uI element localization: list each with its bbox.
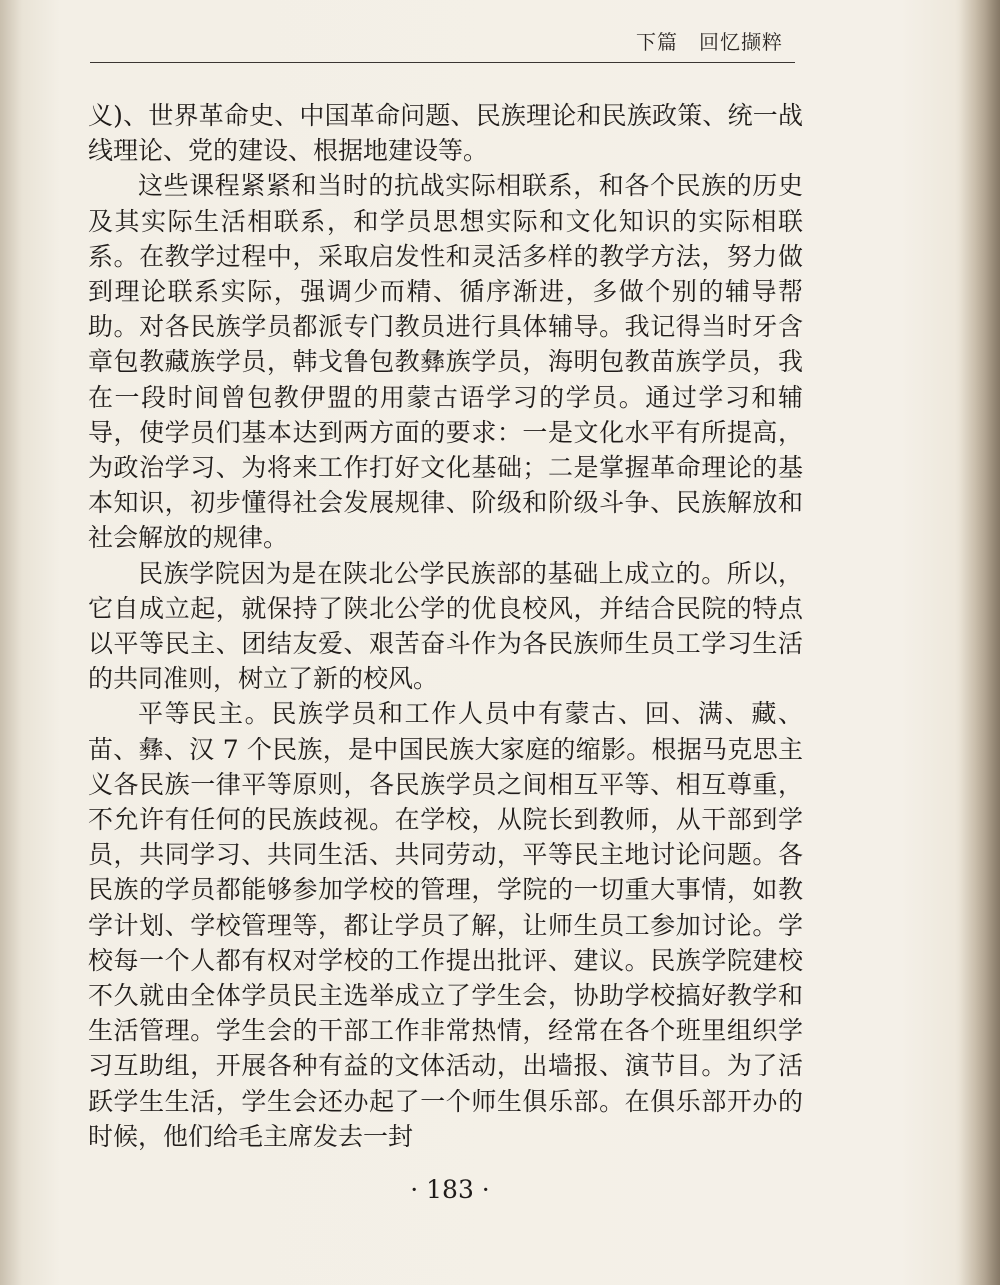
paragraph-2: 这些课程紧紧和当时的抗战实际相联系，和各个民族的历史及其实际生活相联系，和学员思想实际和文化知识的实际相联系。在教学过程中，采取启发性和灵活多样的教学方法，努力做到理论联系实际，强调少而精、循序渐进，多做个别的辅导帮助。对各民族学员都派专门教员进行具体辅导。我记得当时牙含章包教藏族学员，韩戈鲁包教彝族学员，海明包教苗族学员，我在一段时间曾包教伊盟的用蒙古语学习的学员。通过学习和辅导，使学员们基本达到两方面的要求：一是文化水平有所提高，为政治学习、为将来工作打好文化基础；二是掌握革命理论的基本知识，初步懂得社会发展规律、阶级和阶级斗争、民族解放和社会解放的规律。 bbox=[88, 171, 803, 553]
paragraph-3: 民族学院因为是在陕北公学民族部的基础上成立的。所以，它自成立起，就保持了陕北公学的优良校风，并结合民院的特点以平等民主、团结友爱、艰苦奋斗作为各民族师生员工学习生活的共同准则，树立了新的校风。 bbox=[88, 558, 803, 694]
page-edge-shadow bbox=[960, 0, 1000, 1285]
page-header bbox=[90, 18, 795, 64]
page-number: · 183 · bbox=[410, 1175, 490, 1204]
paragraph-4: 平等民主。民族学员和工作人员中有蒙古、回、满、藏、苗、彝、汉 7 个民族，是中国民族大家庭的缩影。根据马克思主义各民族一律平等原则，各民族学员之间相互平等、相互尊重，不允许有任何的民族歧视。在学校，从院长到教师，从干部到学员，共同学习、共同生活、共同劳动，平等民主地讨论问题。各民族的学员都能够参加学校的管理，学院的一切重大事情，如教学计划、学校管理等，都让学员了解，让师生员工参加讨论。学校每一个人都有权对学校的工作提出批评、建议。民族学院建校不久就由全体学员民主选举成立了学生会，协助学校搞好教学和生活管理。学生会的干部工作非常热情，经常在各个班里组织学习互助组，开展各种有益的文体活动，出墙报、演节目。为了活跃学生生活，学生会还办起了一个师生俱乐部。在俱乐部开办的时候，他们给毛主席发去一封 bbox=[88, 699, 803, 1151]
running-head: 下篇 回忆撷粹 bbox=[636, 30, 783, 54]
body-text bbox=[88, 98, 803, 1154]
header-rule bbox=[90, 62, 795, 63]
paragraph-1: 义)、世界革命史、中国革命问题、民族理论和民族政策、统一战线理论、党的建设、根据地建设等。 bbox=[88, 101, 803, 166]
